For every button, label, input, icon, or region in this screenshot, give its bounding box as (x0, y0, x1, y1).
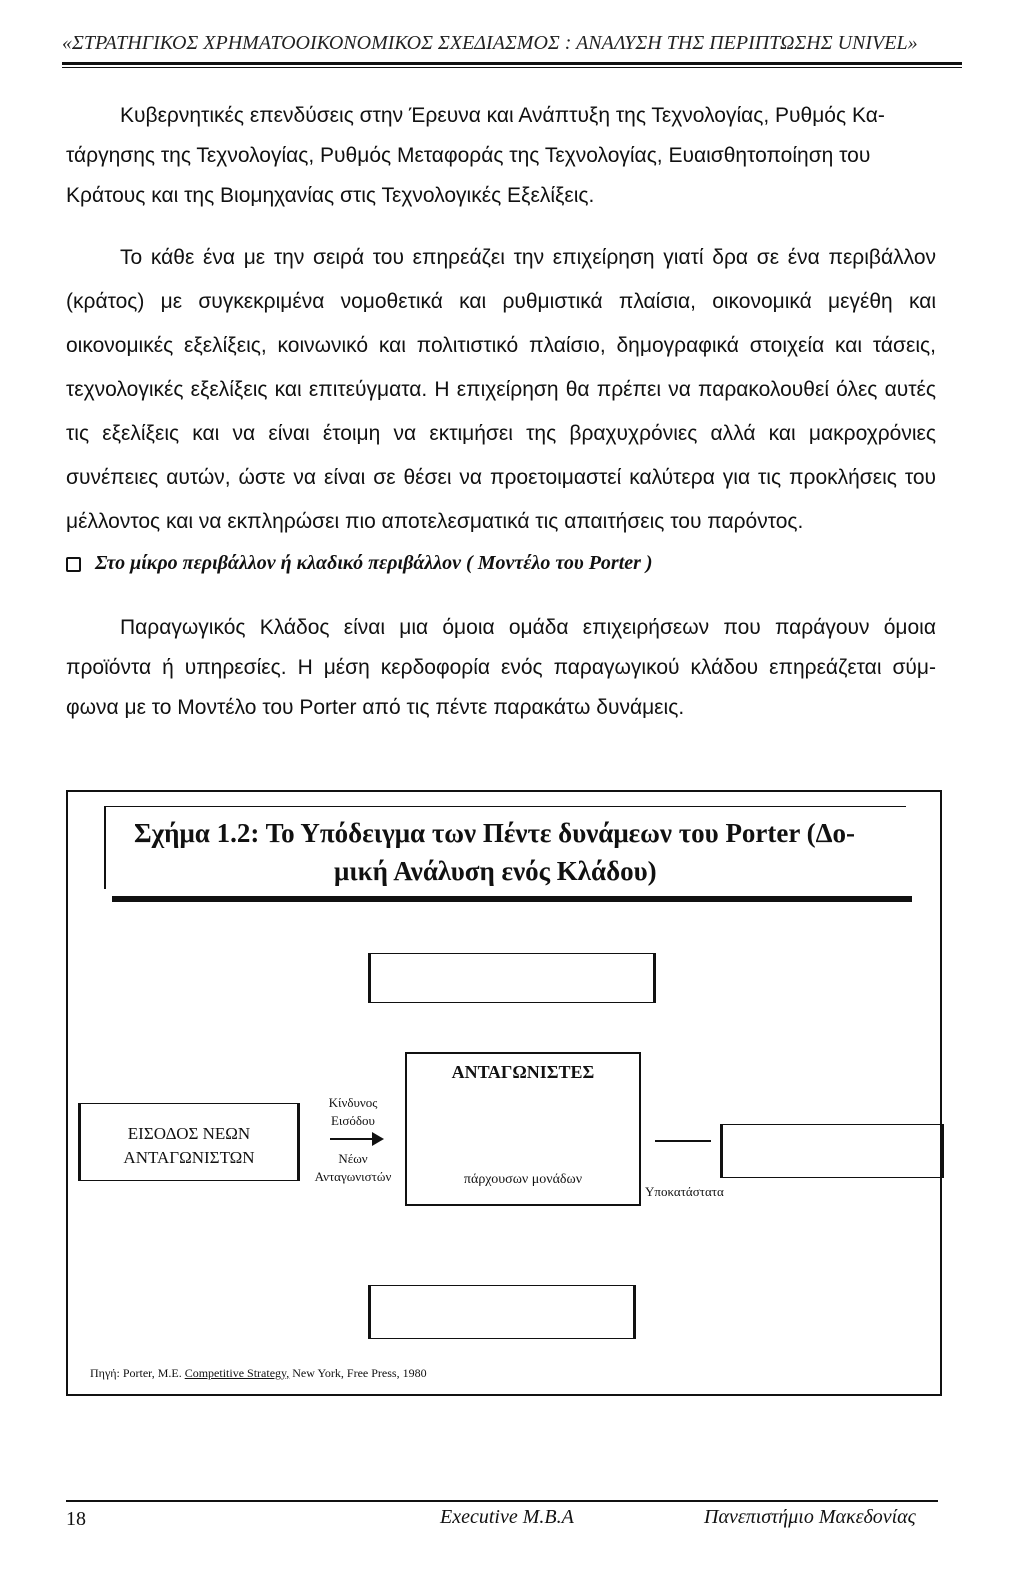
entry-risk-line-3: Νέων (338, 1151, 368, 1166)
footer-rule (66, 1500, 938, 1502)
source-suffix: New York, Free Press, 1980 (289, 1366, 427, 1380)
entry-risk-line-4: Ανταγωνιστών (314, 1169, 392, 1184)
header-rule-thin (62, 67, 962, 68)
figure-title (134, 814, 894, 890)
buyers-box (368, 1285, 636, 1339)
new-entrants-label-line-1: ΕΙΣΟΔΟΣ ΝΕΩΝ (127, 1124, 251, 1143)
paragraph-1-line-1: Κυβερνητικές επενδύσεις στην Έρευνα και Ανάπτυξη της Τεχνολογίας, Ρυθμός Κα- (120, 104, 885, 127)
new-entrants-label (82, 1122, 296, 1170)
competitors-sub-label: πάρχουσων μονάδων (463, 1172, 583, 1187)
running-header: «ΣΤΡΑΤΗΓΙΚΟΣ ΧΡΗΜΑΤΟΟΙΚΟΝΟΜΙΚΟΣ ΣΧΕΔΙΑΣΜΟΣ : ΑΝΑΛΥΣΗ ΤΗΣ ΠΕΡΙΠΤΩΣΗΣ UNIVEL» (62, 32, 918, 54)
bullet-heading-text: Στο μίκρο περιβάλλον ή κλαδικό περιβάλλον ( Μοντέλο του Porter ) (95, 552, 653, 574)
header-rule (62, 62, 962, 65)
figure-title-bar (112, 896, 912, 902)
footer-program: Executive M.B.A (440, 1506, 574, 1528)
checkbox-bullet-icon (66, 557, 81, 572)
substitutes-label: Υποκατάστατα (645, 1184, 724, 1199)
paragraph-1-line-3: Κράτους και της Βιομηχανίας στις Τεχνολογικές Εξελίξεις. (66, 184, 595, 207)
competitors-label: ΑΝΤΑΓΩΝΙΣΤΕΣ (451, 1062, 595, 1082)
paragraph-3: Παραγωγικός Κλάδος είναι μια όμοια ομάδα επιχειρήσεων που παράγουν όμοια προϊόντα ή υπηρεσίες. Η μέση κερδοφορία ενός παραγωγικού κλάδου επηρεάζεται σύμ- φωνα με το Μοντέλο του Porter από τις πέντε παρακάτω δυνάμεις. (66, 616, 936, 719)
entry-risk-label (302, 1094, 404, 1130)
suppliers-box (368, 953, 656, 1003)
figure-source (90, 1366, 427, 1381)
footer-university: Πανεπιστήμιο Μακεδονίας (704, 1506, 916, 1528)
paragraph-2: Το κάθε ένα με την σειρά του επηρεάζει την επιχείρηση γιατί δρα σε ένα περιβάλλον (κράτος) με συγκεκριμένα νομοθετικά και ρυθμιστικά πλαίσια, οικονομικά μεγέθη και οικονομικές εξελίξεις, κοινωνικό και πολιτιστικό πλαίσιο, δημογραφικά στοιχεία και τάσεις, τεχνολογικές εξελίξεις και επιτεύγματα. Η επιχείρηση θα πρέπει να παρακολουθεί όλες αυτές τις εξελίξεις και να είναι έτοιμη να εκτιμήσει της βραχυχρόνιες αλλά και μακροχρόνιες συνέπειες αυτών, ώστε να είναι σε θέσει να προετοιμαστεί καλύτερα για τις προκλήσεις του μέλλοντος και να εκπληρώσει πιο αποτελεσματικά τις απαιτήσεις του παρόντος. (66, 246, 936, 533)
source-title: Competitive Strategy, (184, 1366, 290, 1380)
substitutes-connector (655, 1140, 711, 1142)
new-entrants-label-line-2: ΑΝΤΑΓΩΝΙΣΤΩΝ (123, 1148, 255, 1167)
entry-arrow-icon (372, 1132, 384, 1146)
figure-title-line-1: Σχήμα 1.2: Το Υπόδειγμα των Πέντε δυνάμεων του Porter (Δο- (134, 818, 856, 848)
source-prefix: Πηγή: Porter, M.E. (90, 1366, 185, 1380)
page-number: 18 (66, 1508, 86, 1530)
entry-risk-line-2: Εισόδου (330, 1113, 375, 1128)
entry-risk-line-1: Κίνδυνος (328, 1095, 378, 1110)
substitutes-box (720, 1124, 944, 1178)
entry-arrow-shaft (330, 1138, 374, 1140)
entry-risk-label-2 (302, 1150, 404, 1186)
figure-title-line-2: μική Ανάλυση ενός Κλάδου) (334, 856, 657, 886)
bullet-heading (66, 552, 653, 575)
paragraph-1-line-2: τάργησης της Τεχνολογίας, Ρυθμός Μεταφοράς της Τεχνολογίας, Ευαισθητοποίηση του (66, 144, 871, 167)
